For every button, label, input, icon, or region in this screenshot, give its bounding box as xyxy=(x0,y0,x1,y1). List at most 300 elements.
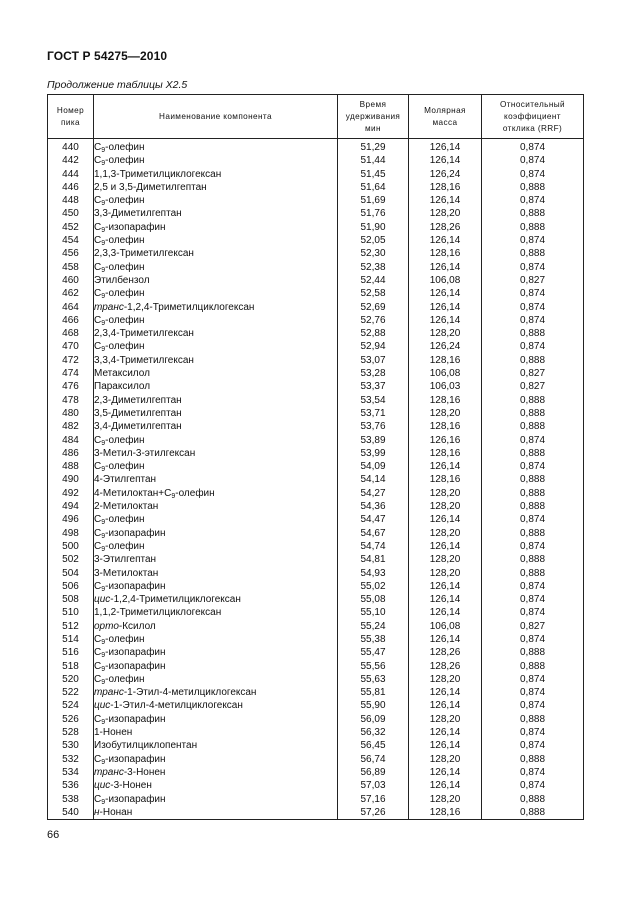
name-segment: 3,4-Диметилгептан xyxy=(94,421,182,433)
name-segment: 4-Этилгептан xyxy=(94,474,157,486)
table-row xyxy=(48,340,584,353)
peak-number-cell: 532 xyxy=(48,753,94,766)
name-segment: C xyxy=(94,540,102,552)
subscript: 9 xyxy=(101,545,106,553)
molar-mass-cell: 128,16 xyxy=(409,447,482,460)
name-segment: C xyxy=(94,341,102,353)
peak-number-cell: 498 xyxy=(48,527,94,540)
retention-time-cell: 54,36 xyxy=(338,500,409,513)
retention-time-cell: 57,03 xyxy=(338,779,409,792)
peak-number-cell: 500 xyxy=(48,540,94,553)
table-body xyxy=(48,139,584,820)
molar-mass-cell: 128,20 xyxy=(409,793,482,806)
subscript: 9 xyxy=(101,466,106,474)
retention-time-cell: 55,90 xyxy=(338,699,409,712)
molar-mass-cell: 128,16 xyxy=(409,247,482,260)
peak-number-cell: 502 xyxy=(48,553,94,566)
subscript: 9 xyxy=(101,147,106,154)
peak-number-cell: 474 xyxy=(48,367,94,380)
table-row xyxy=(48,367,584,380)
retention-time-cell: 55,47 xyxy=(338,646,409,659)
component-name-cell xyxy=(94,301,338,314)
table-row xyxy=(48,713,584,726)
name-segment: 4-Метилоктан+C xyxy=(94,487,172,499)
subscript: 9 xyxy=(101,200,106,208)
molar-mass-cell: 126,14 xyxy=(409,540,482,553)
table-row xyxy=(48,593,584,606)
component-name-cell xyxy=(94,793,338,806)
component-name-cell xyxy=(94,726,338,739)
subscript: 9 xyxy=(101,798,106,806)
peak-number-cell: 444 xyxy=(48,168,94,181)
component-name-cell xyxy=(94,766,338,779)
peak-number-cell: 486 xyxy=(48,447,94,460)
molar-mass-cell: 126,14 xyxy=(409,593,482,606)
table-row xyxy=(48,766,584,779)
peak-number-cell: 524 xyxy=(48,699,94,712)
retention-time-cell: 55,02 xyxy=(338,580,409,593)
peak-number-cell: 520 xyxy=(48,673,94,686)
retention-time-cell: 55,10 xyxy=(338,606,409,619)
retention-time-cell: 53,76 xyxy=(338,420,409,433)
name-segment: -1,2,4-Триметилциклогексан xyxy=(110,594,241,606)
subscript: 9 xyxy=(101,319,106,327)
peak-number-cell: 534 xyxy=(48,766,94,779)
table-row xyxy=(48,793,584,806)
table-header-row xyxy=(48,95,584,139)
table-row xyxy=(48,580,584,593)
component-name-cell xyxy=(94,327,338,340)
name-segment: Параксилол xyxy=(94,381,151,393)
rrf-cell: 0,874 xyxy=(482,686,584,699)
molar-mass-cell: 128,16 xyxy=(409,394,482,407)
retention-time-cell: 52,94 xyxy=(338,340,409,353)
subscript: 9 xyxy=(101,439,106,447)
retention-time-cell: 53,89 xyxy=(338,434,409,447)
subscript: 9 xyxy=(101,532,106,540)
component-name-cell xyxy=(94,394,338,407)
component-name-cell xyxy=(94,646,338,659)
name-segment: C xyxy=(94,288,102,300)
retention-time-cell: 52,69 xyxy=(338,301,409,314)
retention-time-cell: 53,99 xyxy=(338,447,409,460)
name-segment: C xyxy=(94,314,102,326)
table-row xyxy=(48,460,584,473)
rrf-cell: 0,827 xyxy=(482,380,584,393)
table-row xyxy=(48,394,584,407)
header-peak-number: Номер пика xyxy=(48,95,94,139)
molar-mass-cell: 128,20 xyxy=(409,753,482,766)
peak-number-cell: 506 xyxy=(48,580,94,593)
component-name-cell xyxy=(94,500,338,513)
name-segment: 2-Метилоктан xyxy=(94,501,159,513)
name-segment: -олефин xyxy=(105,461,145,473)
component-name-cell xyxy=(94,739,338,752)
rrf-cell: 0,888 xyxy=(482,221,584,234)
peak-number-cell: 540 xyxy=(48,806,94,820)
name-segment: C xyxy=(94,673,102,685)
component-name-cell xyxy=(94,699,338,712)
table-row xyxy=(48,673,584,686)
name-segment: C xyxy=(94,713,102,725)
molar-mass-cell: 126,14 xyxy=(409,606,482,619)
name-segment: C xyxy=(94,793,102,805)
component-name-cell xyxy=(94,686,338,699)
name-segment: C xyxy=(94,235,102,247)
name-segment: -изопарафин xyxy=(105,660,166,672)
component-name-cell xyxy=(94,753,338,766)
name-segment: 3,3,4-Триметилгексан xyxy=(94,354,194,366)
retention-time-cell: 51,64 xyxy=(338,181,409,194)
retention-time-cell: 54,09 xyxy=(338,460,409,473)
name-segment: 2,3,4-Триметилгексан xyxy=(94,328,194,340)
peak-number-cell: 456 xyxy=(48,247,94,260)
component-name-cell xyxy=(94,606,338,619)
retention-time-cell: 51,90 xyxy=(338,221,409,234)
molar-mass-cell: 128,20 xyxy=(409,553,482,566)
name-segment: 1-Нонен xyxy=(94,727,133,739)
molar-mass-cell: 126,14 xyxy=(409,766,482,779)
rrf-cell: 0,874 xyxy=(482,540,584,553)
rrf-cell: 0,888 xyxy=(482,527,584,540)
retention-time-cell: 55,63 xyxy=(338,673,409,686)
peak-number-cell: 452 xyxy=(48,221,94,234)
table-row xyxy=(48,513,584,526)
rrf-cell: 0,888 xyxy=(482,327,584,340)
retention-time-cell: 51,29 xyxy=(338,139,409,155)
molar-mass-cell: 126,14 xyxy=(409,154,482,167)
peak-number-cell: 488 xyxy=(48,460,94,473)
molar-mass-cell: 106,08 xyxy=(409,274,482,287)
rrf-cell: 0,888 xyxy=(482,420,584,433)
subscript: 9 xyxy=(101,293,106,301)
rrf-cell: 0,888 xyxy=(482,407,584,420)
peak-number-cell: 462 xyxy=(48,287,94,300)
name-segment: -изопарафин xyxy=(105,580,166,592)
component-name-cell xyxy=(94,181,338,194)
name-segment: C xyxy=(94,647,102,659)
subscript: 9 xyxy=(101,585,106,593)
table-row xyxy=(48,380,584,393)
table-caption: Продолжение таблицы X2.5 xyxy=(47,79,188,91)
peak-number-cell: 466 xyxy=(48,314,94,327)
rrf-cell: 0,874 xyxy=(482,580,584,593)
molar-mass-cell: 106,08 xyxy=(409,620,482,633)
peak-number-cell: 508 xyxy=(48,593,94,606)
peak-number-cell: 480 xyxy=(48,407,94,420)
molar-mass-cell: 126,16 xyxy=(409,434,482,447)
name-segment: Метаксилол xyxy=(94,368,150,380)
molar-mass-cell: 106,03 xyxy=(409,380,482,393)
retention-time-cell: 51,76 xyxy=(338,207,409,220)
peak-number-cell: 454 xyxy=(48,234,94,247)
rrf-cell: 0,888 xyxy=(482,713,584,726)
name-segment: -изопарафин xyxy=(105,713,166,725)
peak-number-cell: 470 xyxy=(48,340,94,353)
name-segment: -олефин xyxy=(105,673,145,685)
rrf-cell: 0,888 xyxy=(482,500,584,513)
rrf-cell: 0,888 xyxy=(482,207,584,220)
table-row xyxy=(48,620,584,633)
name-segment: 2,5 и 3,5-Диметилгептан xyxy=(94,181,207,193)
molar-mass-cell: 126,14 xyxy=(409,513,482,526)
table-row xyxy=(48,540,584,553)
name-segment: -изопарафин xyxy=(105,793,166,805)
retention-time-cell: 55,56 xyxy=(338,660,409,673)
name-segment: -олефин xyxy=(105,288,145,300)
rrf-cell: 0,874 xyxy=(482,726,584,739)
rrf-cell: 0,874 xyxy=(482,287,584,300)
component-name-cell xyxy=(94,354,338,367)
component-name-cell xyxy=(94,447,338,460)
table-row xyxy=(48,207,584,220)
name-segment: цис xyxy=(94,700,111,712)
table-row xyxy=(48,726,584,739)
subscript: 9 xyxy=(101,519,106,527)
component-name-cell xyxy=(94,460,338,473)
name-segment: транс xyxy=(94,687,124,699)
table-row xyxy=(48,487,584,500)
name-segment: -1-Этил-4-метилциклогексан xyxy=(123,687,257,699)
name-segment: н xyxy=(94,806,100,818)
name-segment: -олефин xyxy=(105,195,145,207)
name-segment: 3-Метилоктан xyxy=(94,567,159,579)
table-row xyxy=(48,301,584,314)
retention-time-cell: 56,09 xyxy=(338,713,409,726)
rrf-cell: 0,888 xyxy=(482,660,584,673)
table-row xyxy=(48,274,584,287)
retention-time-cell: 54,93 xyxy=(338,567,409,580)
peak-number-cell: 496 xyxy=(48,513,94,526)
table-row xyxy=(48,553,584,566)
molar-mass-cell: 128,16 xyxy=(409,806,482,820)
rrf-cell: 0,888 xyxy=(482,181,584,194)
rrf-cell: 0,827 xyxy=(482,620,584,633)
document-header: ГОСТ Р 54275—2010 xyxy=(47,49,168,63)
rrf-cell: 0,827 xyxy=(482,367,584,380)
name-segment: -олефин xyxy=(105,142,145,153)
retention-time-cell: 56,74 xyxy=(338,753,409,766)
header-rrf: Относительный коэффициент отклика (RRF) xyxy=(482,95,584,139)
name-segment: цис xyxy=(94,780,111,792)
molar-mass-cell: 126,14 xyxy=(409,726,482,739)
retention-time-cell: 55,08 xyxy=(338,593,409,606)
molar-mass-cell: 128,20 xyxy=(409,527,482,540)
rrf-cell: 0,888 xyxy=(482,487,584,500)
retention-time-cell: 54,81 xyxy=(338,553,409,566)
component-name-cell xyxy=(94,580,338,593)
peak-number-cell: 448 xyxy=(48,194,94,207)
peak-number-cell: 522 xyxy=(48,686,94,699)
name-segment: транс xyxy=(94,301,124,313)
table-row xyxy=(48,447,584,460)
component-name-cell xyxy=(94,154,338,167)
components-table xyxy=(47,94,584,820)
name-segment: -олефин xyxy=(105,540,145,552)
table-row xyxy=(48,606,584,619)
retention-time-cell: 54,67 xyxy=(338,527,409,540)
name-segment: 1,1,2-Триметилциклогексан xyxy=(94,607,222,619)
component-name-cell xyxy=(94,234,338,247)
component-name-cell xyxy=(94,340,338,353)
name-segment: C xyxy=(94,221,102,233)
retention-time-cell: 53,07 xyxy=(338,354,409,367)
molar-mass-cell: 128,20 xyxy=(409,500,482,513)
name-segment: 3-Метил-3-этилгексан xyxy=(94,447,196,459)
table-row xyxy=(48,567,584,580)
table-row xyxy=(48,699,584,712)
peak-number-cell: 440 xyxy=(48,139,94,155)
rrf-cell: 0,874 xyxy=(482,593,584,606)
subscript: 9 xyxy=(101,266,106,274)
rrf-cell: 0,874 xyxy=(482,168,584,181)
peak-number-cell: 478 xyxy=(48,394,94,407)
molar-mass-cell: 128,26 xyxy=(409,221,482,234)
peak-number-cell: 492 xyxy=(48,487,94,500)
table-row xyxy=(48,500,584,513)
molar-mass-cell: 126,14 xyxy=(409,261,482,274)
name-segment: -изопарафин xyxy=(105,647,166,659)
subscript: 9 xyxy=(101,678,106,686)
peak-number-cell: 514 xyxy=(48,633,94,646)
subscript: 9 xyxy=(101,638,106,646)
table-row xyxy=(48,261,584,274)
name-segment: 1,1,3-Триметилциклогексан xyxy=(94,168,222,180)
peak-number-cell: 536 xyxy=(48,779,94,792)
name-segment: -олефин xyxy=(105,434,145,446)
component-name-cell xyxy=(94,620,338,633)
name-segment: 2,3-Диметилгептан xyxy=(94,394,182,406)
peak-number-cell: 518 xyxy=(48,660,94,673)
component-name-cell xyxy=(94,660,338,673)
name-segment: C xyxy=(94,155,102,167)
peak-number-cell: 450 xyxy=(48,207,94,220)
table-row xyxy=(48,420,584,433)
subscript: 9 xyxy=(101,346,106,354)
name-segment: -олефин xyxy=(175,487,215,499)
retention-time-cell: 53,37 xyxy=(338,380,409,393)
retention-time-cell: 57,26 xyxy=(338,806,409,820)
peak-number-cell: 460 xyxy=(48,274,94,287)
rrf-cell: 0,874 xyxy=(482,673,584,686)
name-segment: транс xyxy=(94,766,124,778)
rrf-cell: 0,888 xyxy=(482,567,584,580)
peak-number-cell: 442 xyxy=(48,154,94,167)
molar-mass-cell: 128,16 xyxy=(409,181,482,194)
molar-mass-cell: 126,14 xyxy=(409,580,482,593)
component-name-cell xyxy=(94,380,338,393)
table-row xyxy=(48,473,584,486)
rrf-cell: 0,888 xyxy=(482,447,584,460)
peak-number-cell: 464 xyxy=(48,301,94,314)
molar-mass-cell: 126,14 xyxy=(409,779,482,792)
table-row xyxy=(48,660,584,673)
table-row xyxy=(48,779,584,792)
name-segment: -изопарафин xyxy=(105,753,166,765)
component-name-cell xyxy=(94,553,338,566)
name-segment: 3,3-Диметилгептан xyxy=(94,208,182,220)
name-segment: цис xyxy=(94,594,111,606)
rrf-cell: 0,874 xyxy=(482,261,584,274)
subscript: 9 xyxy=(101,160,106,168)
component-name-cell xyxy=(94,314,338,327)
molar-mass-cell: 128,20 xyxy=(409,207,482,220)
molar-mass-cell: 126,24 xyxy=(409,168,482,181)
table-row xyxy=(48,314,584,327)
name-segment: -3-Нонен xyxy=(123,766,166,778)
name-segment: -олефин xyxy=(105,235,145,247)
component-name-cell xyxy=(94,168,338,181)
peak-number-cell: 528 xyxy=(48,726,94,739)
rrf-cell: 0,874 xyxy=(482,194,584,207)
component-name-cell xyxy=(94,434,338,447)
peak-number-cell: 504 xyxy=(48,567,94,580)
rrf-cell: 0,874 xyxy=(482,766,584,779)
molar-mass-cell: 126,14 xyxy=(409,287,482,300)
rrf-cell: 0,874 xyxy=(482,460,584,473)
rrf-cell: 0,888 xyxy=(482,394,584,407)
header-retention-time: Время удерживания мин xyxy=(338,95,409,139)
retention-time-cell: 52,44 xyxy=(338,274,409,287)
name-segment: -изопарафин xyxy=(105,221,166,233)
name-segment: C xyxy=(94,195,102,207)
peak-number-cell: 526 xyxy=(48,713,94,726)
molar-mass-cell: 126,14 xyxy=(409,633,482,646)
table-row xyxy=(48,354,584,367)
name-segment: C xyxy=(94,514,102,526)
name-segment: Этилбензол xyxy=(94,274,150,286)
retention-time-cell: 53,28 xyxy=(338,367,409,380)
component-name-cell xyxy=(94,713,338,726)
rrf-cell: 0,888 xyxy=(482,793,584,806)
retention-time-cell: 54,47 xyxy=(338,513,409,526)
rrf-cell: 0,874 xyxy=(482,513,584,526)
name-segment: Изобутилциклопентан xyxy=(94,740,198,752)
molar-mass-cell: 128,20 xyxy=(409,327,482,340)
peak-number-cell: 516 xyxy=(48,646,94,659)
name-segment: -1,2,4-Триметилциклогексан xyxy=(123,301,255,313)
component-name-cell xyxy=(94,513,338,526)
molar-mass-cell: 128,20 xyxy=(409,567,482,580)
rrf-cell: 0,874 xyxy=(482,434,584,447)
peak-number-cell: 494 xyxy=(48,500,94,513)
component-name-cell xyxy=(94,247,338,260)
name-segment: 2,3,3-Триметилгексан xyxy=(94,248,194,260)
molar-mass-cell: 126,14 xyxy=(409,139,482,155)
component-name-cell xyxy=(94,593,338,606)
retention-time-cell: 52,58 xyxy=(338,287,409,300)
retention-time-cell: 56,45 xyxy=(338,739,409,752)
name-segment: C xyxy=(94,142,102,153)
name-segment: орто xyxy=(94,620,119,632)
rrf-cell: 0,874 xyxy=(482,340,584,353)
component-name-cell xyxy=(94,633,338,646)
name-segment: -олефин xyxy=(105,155,145,167)
retention-time-cell: 52,38 xyxy=(338,261,409,274)
rrf-cell: 0,874 xyxy=(482,739,584,752)
component-name-cell xyxy=(94,274,338,287)
peak-number-cell: 482 xyxy=(48,420,94,433)
peak-number-cell: 512 xyxy=(48,620,94,633)
name-segment: -1-Этил-4-метилциклогексан xyxy=(110,700,243,712)
rrf-cell: 0,874 xyxy=(482,606,584,619)
table-row xyxy=(48,154,584,167)
rrf-cell: 0,888 xyxy=(482,753,584,766)
name-segment: -изопарафин xyxy=(105,527,166,539)
subscript: 9 xyxy=(101,652,106,660)
name-segment: -Нонан xyxy=(99,806,133,818)
rrf-cell: 0,874 xyxy=(482,633,584,646)
